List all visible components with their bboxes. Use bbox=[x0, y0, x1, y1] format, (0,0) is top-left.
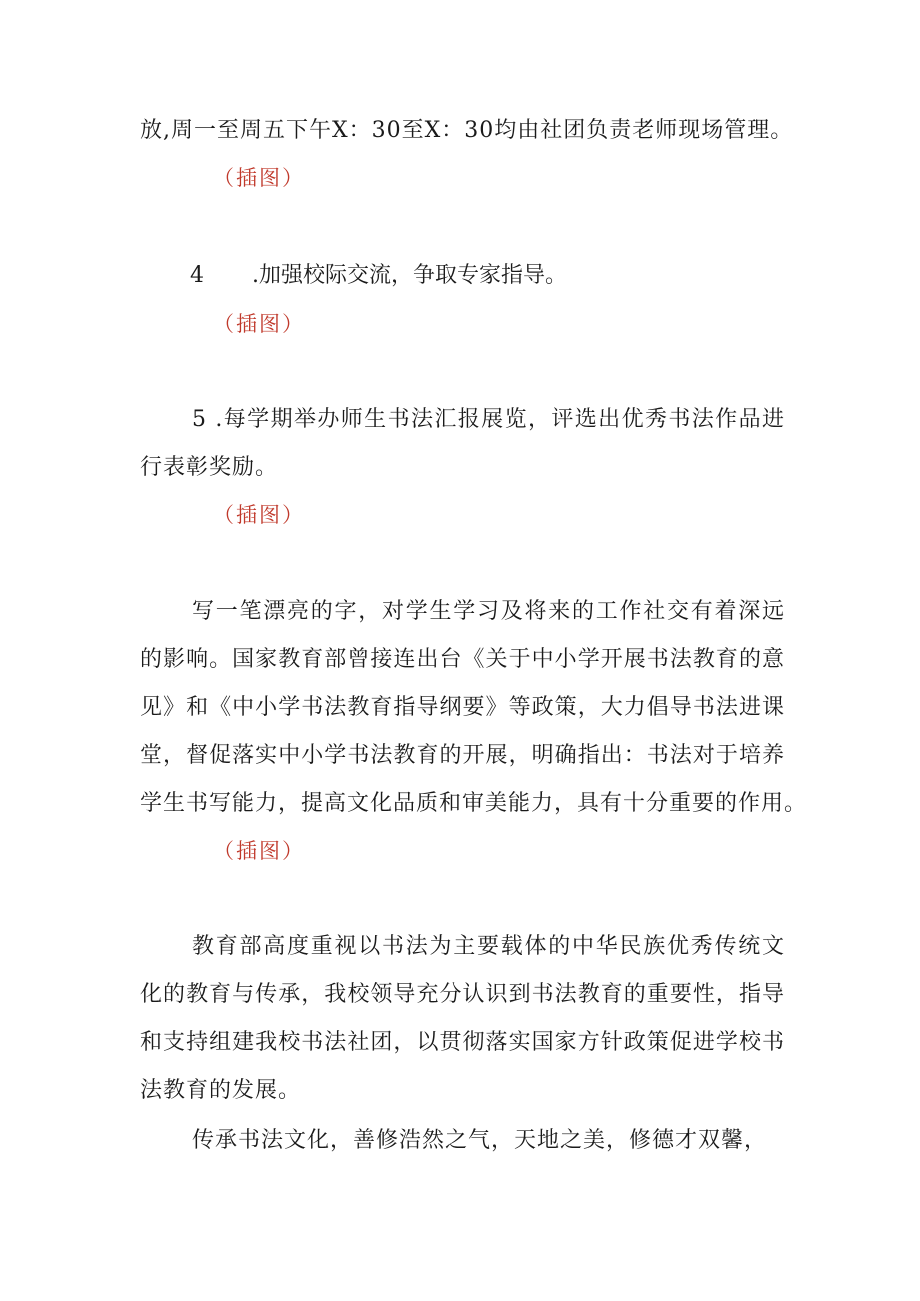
text-line: 行表彰奖励。 bbox=[140, 455, 279, 480]
text-line: 放,周一至周五下午X：30至X：30均由社团负责老师现场管理。 bbox=[140, 118, 794, 143]
paragraph-line: 化的教育与传承，我校领导充分认识到书法教育的重要性，指导 bbox=[140, 982, 785, 1007]
list-item-4 bbox=[190, 261, 567, 291]
paragraph-line: 的影响。国家教育部曾接连出台《关于中小学开展书法教育的意 bbox=[140, 647, 785, 672]
figure-placeholder: （插图） bbox=[213, 166, 305, 190]
paragraph-line: 法教育的发展。 bbox=[140, 1078, 302, 1103]
paragraph-line: 传承书法文化，善修浩然之气，天地之美，修德才双馨， bbox=[192, 1128, 768, 1153]
paragraph-line: 教育部高度重视以书法为主要载体的中华民族优秀传统文 bbox=[192, 934, 785, 959]
figure-placeholder: （插图） bbox=[213, 503, 305, 527]
paragraph-line: 学生书写能力，提高文化品质和审美能力，具有十分重要的作用。 bbox=[140, 791, 808, 816]
paragraph-line: 和支持组建我校书法社团，以贯彻落实国家方针政策促进学校书 bbox=[140, 1030, 785, 1055]
figure-placeholder: （插图） bbox=[213, 839, 305, 863]
list-number: 4 bbox=[190, 263, 204, 288]
list-item-text: .加强校际交流，争取专家指导。 bbox=[252, 263, 567, 288]
figure-placeholder: （插图） bbox=[213, 312, 305, 336]
list-item-5: 5 .每学期举办师生书法汇报展览，评选出优秀书法作品进 bbox=[192, 407, 785, 432]
paragraph-line: 堂，督促落实中小学书法教育的开展，明确指出：书法对于培养 bbox=[140, 743, 785, 768]
paragraph-line: 写一笔漂亮的字，对学生学习及将来的工作社交有着深远 bbox=[192, 599, 785, 624]
paragraph-line: 见》和《中小学书法教育指导纲要》等政策，大力倡导书法进课 bbox=[140, 695, 785, 720]
